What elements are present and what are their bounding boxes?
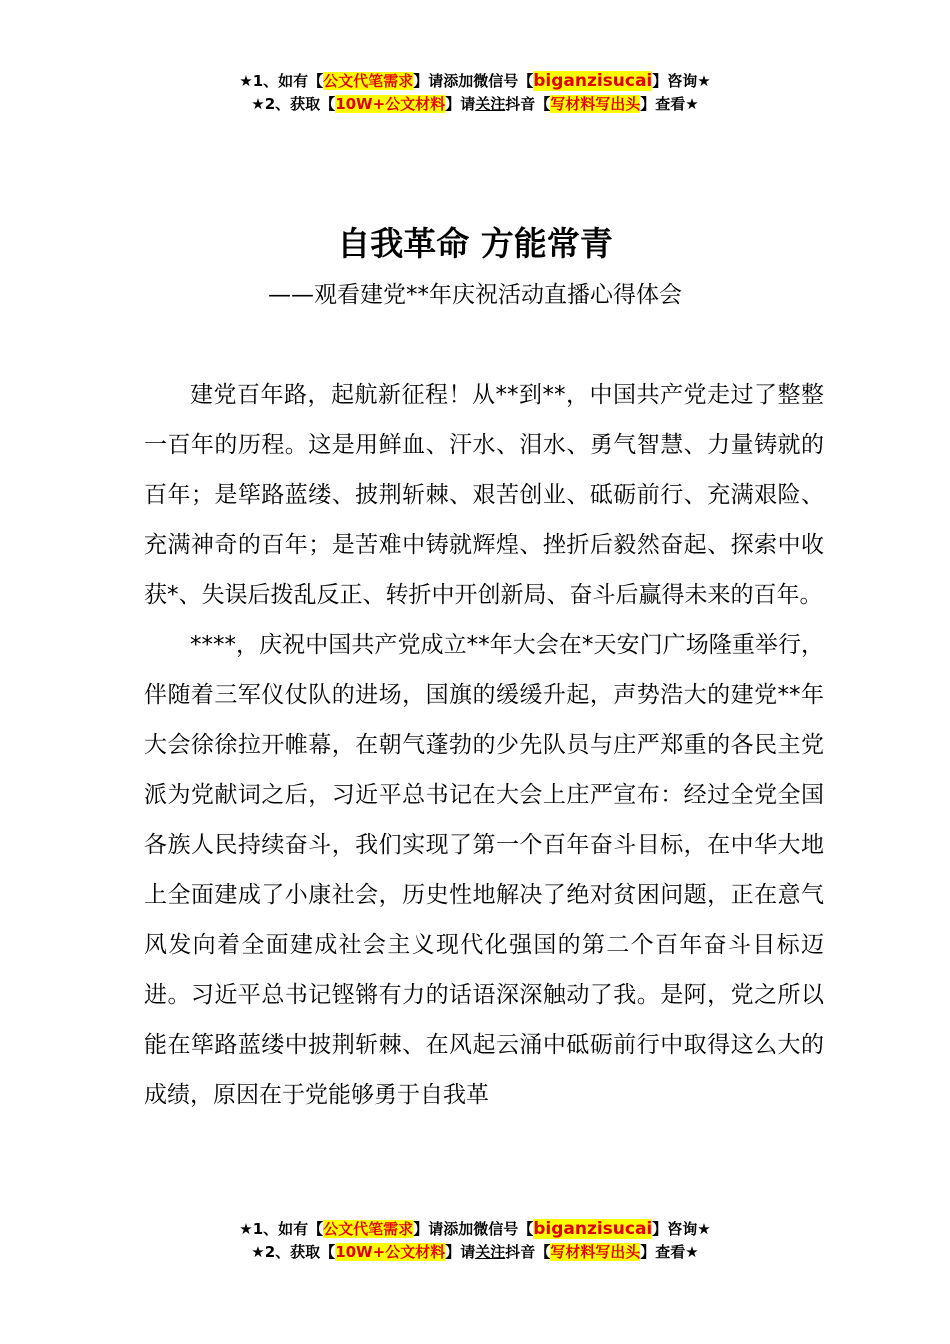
highlight-materials: 10W+公文材料	[335, 1243, 446, 1261]
banner-line-2: ★2、获取【10W+公文材料】请关注抖音【写材料写出头】查看★	[251, 1243, 699, 1261]
highlight-service: 公文代笔需求	[323, 1220, 414, 1238]
footer-banner	[0, 1218, 950, 1264]
document-subtitle: ——观看建党**年庆祝活动直播心得体会	[268, 282, 682, 308]
banner-line-1: ★1、如有【公文代笔需求】请添加微信号【biganzisucai】咨询★	[239, 1219, 711, 1239]
banner-line-1: ★1、如有【公文代笔需求】请添加微信号【biganzisucai】咨询★	[239, 71, 711, 91]
header-banner	[0, 70, 950, 116]
document-title: 自我革命 方能常青	[337, 224, 613, 263]
highlight-materials: 10W+公文材料	[335, 95, 446, 113]
paragraph-1: 建党百年路，起航新征程！从**到**，中国共产党走过了整整一百年的历程。这是用鲜血、汗水、泪水、勇气智慧、力量铸就的百年；是筚路蓝缕、披荆斩棘、艰苦创业、砥砺前行、充满艰险、充满神奇的百年；是苦难中铸就辉煌、挫折后毅然奋起、探索中收获*、失误后拨乱反正、转折中开创新局、奋斗后赢得未来的百年。	[144, 382, 824, 608]
highlight-douyin: 写材料写出头	[550, 1243, 641, 1261]
paragraph-2: ****，庆祝中国共产党成立**年大会在*天安门广场隆重举行，伴随着三军仪仗队的进场，国旗的缓缓升起，声势浩大的建党**年大会徐徐拉开帷幕，在朝气蓬勃的少先队员与庄严郑重的各民主党派为党献词之后，习近平总书记在大会上庄严宣布：经过全党全国各族人民持续奋斗，我们实现了第一个百年奋斗目标，在中华大地上全面建成了小康社会，历史性地解决了绝对贫困问题，正在意气风发向着全面建成社会主义现代化强国的第二个百年奋斗目标迈进。习近平总书记铿锵有力的话语深深触动了我。是阿，党之所以能在筚路蓝缕中披荆斩棘、在风起云涌中砥砺前行中取得这么大的成绩，原因在于党能够勇于自我革	[144, 632, 824, 1108]
document-body	[144, 370, 824, 1120]
highlight-wechat-id: biganzisucai	[533, 71, 653, 91]
highlight-service: 公文代笔需求	[323, 72, 414, 90]
banner-line-2: ★2、获取【10W+公文材料】请关注抖音【写材料写出头】查看★	[251, 95, 699, 113]
highlight-wechat-id: biganzisucai	[533, 1219, 653, 1239]
highlight-douyin: 写材料写出头	[550, 95, 641, 113]
